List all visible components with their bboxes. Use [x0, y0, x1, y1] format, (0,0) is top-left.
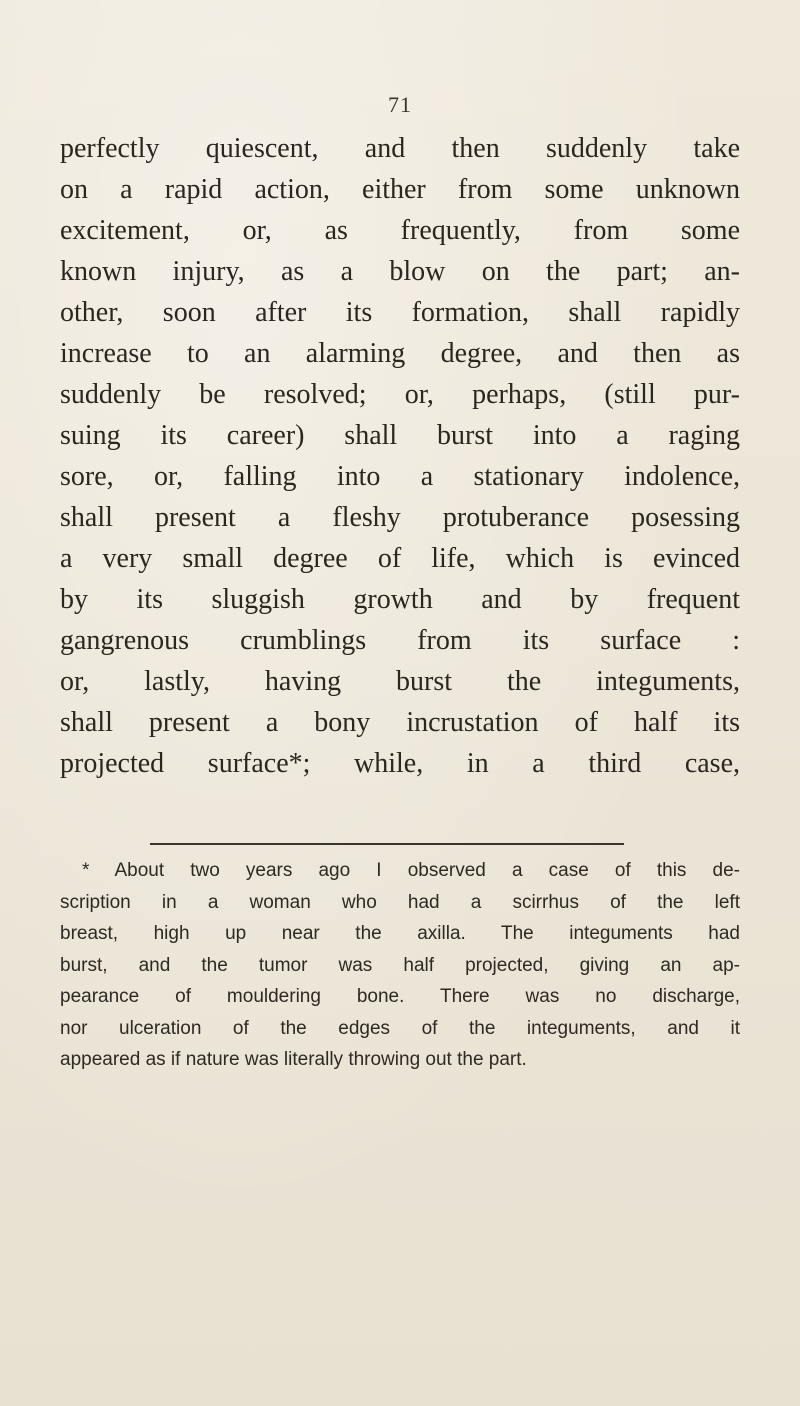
body-line: suing its career) shall burst into a raging — [60, 420, 740, 451]
footnote-line: scription in a woman who had a scirrhus of the left — [60, 891, 740, 913]
body-line: a very small degree of life, which is evinced — [60, 543, 740, 574]
body-line: gangrenous crumblings from its surface : — [60, 625, 740, 656]
body-line: other, soon after its formation, shall rapidly — [60, 297, 740, 328]
body-line: excitement, or, as frequently, from some — [60, 215, 740, 246]
body-line: perfectly quiescent, and then suddenly take — [60, 133, 740, 164]
body-line: shall present a fleshy protuberance posessing — [60, 502, 740, 533]
body-line: on a rapid action, either from some unknown — [60, 174, 740, 205]
body-text — [60, 128, 740, 784]
body-line: known injury, as a blow on the part; an- — [60, 256, 740, 287]
footnote-line: pearance of mouldering bone. There was no discharge, — [60, 986, 740, 1007]
footnote-divider — [150, 843, 624, 845]
footnote — [60, 855, 740, 1076]
footnote-line: breast, high up near the axilla. The integuments had — [60, 923, 740, 944]
footnote-line: * About two years ago I observed a case of this de- — [82, 860, 740, 881]
footnote-line: appeared as if nature was literally throwing out the part. — [60, 1049, 527, 1070]
body-line: shall present a bony incrustation of half its — [60, 707, 740, 738]
page-number: 71 — [388, 92, 412, 117]
footnote-line: burst, and the tumor was half projected, giving an ap- — [60, 954, 740, 976]
body-line: projected surface*; while, in a third case, — [60, 748, 740, 779]
body-line: by its sluggish growth and by frequent — [60, 584, 740, 615]
body-line: increase to an alarming degree, and then as — [60, 338, 740, 369]
body-line: suddenly be resolved; or, perhaps, (still pur- — [60, 379, 740, 410]
footnote-line: nor ulceration of the edges of the integuments, and it — [60, 1017, 740, 1039]
body-line: or, lastly, having burst the integuments, — [60, 666, 740, 697]
body-line: sore, or, falling into a stationary indolence, — [60, 461, 740, 492]
